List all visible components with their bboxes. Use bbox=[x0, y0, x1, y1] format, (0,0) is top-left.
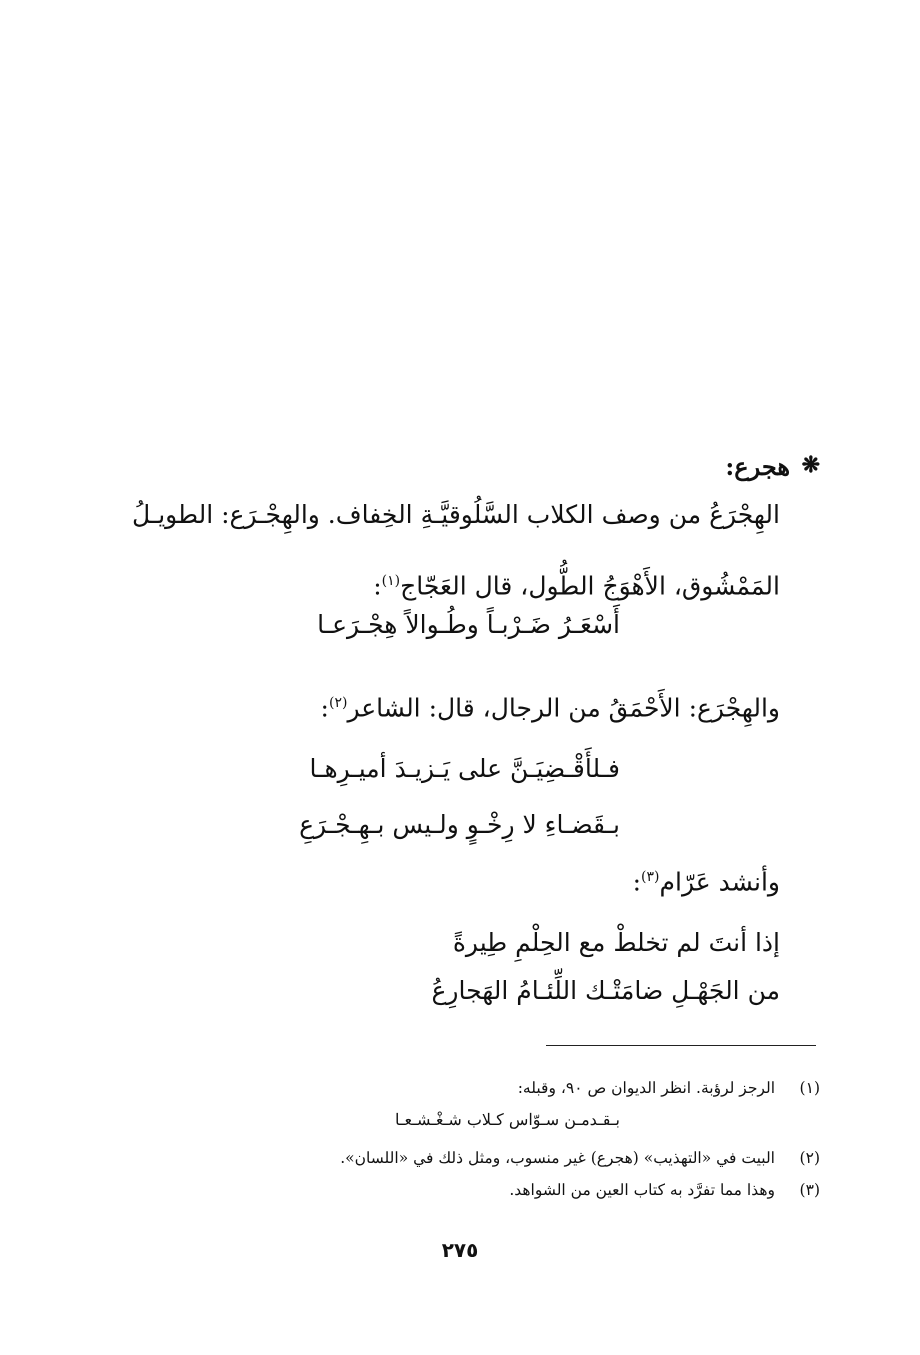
entry-heading: هجرع: bbox=[725, 452, 790, 481]
verse-line-1: أَسْعَـرُ ضَـرْبـاً وطُـوالاً هِجْـرَعـا bbox=[317, 610, 620, 639]
verse-line-4: إذا أنتَ لم تخلطْ مع الحِلْمِ طِيرةً bbox=[452, 928, 780, 957]
verse-line-3: بـقَضـاءِ لا رِخْـوٍ ولـيس بـهِـجْـرَعِ bbox=[299, 810, 620, 839]
footnote-number: (٣) bbox=[799, 1181, 820, 1199]
colon: : bbox=[373, 571, 382, 601]
body-line-2 bbox=[110, 562, 780, 605]
body-line-4 bbox=[110, 858, 780, 901]
footnote-1 bbox=[100, 1076, 820, 1100]
body-line-2-text: المَمْشُوق، الأَهْوَجُ الطُّول، قال العَجّاج bbox=[400, 571, 780, 601]
footnote-number: (٢) bbox=[799, 1149, 820, 1167]
body-line-1: الهِجْرَعُ من وصف الكلاب السَّلُوقيَّـةِ الخِفاف. والهِجْـرَع: الطويـلُ bbox=[131, 500, 780, 529]
footnote-divider bbox=[546, 1045, 816, 1046]
verse-line-5: من الجَهْـلِ ضامَتْـك اللِّئـامُ الهَجارِعُ bbox=[431, 976, 780, 1005]
footnote-number: (١) bbox=[799, 1079, 820, 1097]
footnote-text: الرجز لرؤبة. انظر الديوان ص ٩٠، وقبله: bbox=[517, 1079, 775, 1097]
body-line-4-text: وأنشد عَرّام bbox=[659, 867, 780, 897]
colon: : bbox=[632, 867, 642, 897]
footnote-ref-2: (٢) bbox=[328, 695, 348, 711]
footnote-ref-3: (٣) bbox=[641, 869, 660, 885]
colon: : bbox=[320, 693, 329, 723]
verse-line-2: فـلأَقْـضِيَـنَّ على يَـزيـدَ أميـرِهـا bbox=[309, 754, 620, 783]
entry-marker-icon: ❋ bbox=[801, 452, 820, 478]
footnote-3 bbox=[100, 1178, 820, 1202]
page-number: ٢٧٥ bbox=[441, 1238, 479, 1262]
body-line-3-text: والهِجْرَع: الأَحْمَقُ من الرجال، قال: الشاعر bbox=[347, 693, 780, 723]
footnote-text: وهذا مما تفرَّد به كتاب العين من الشواهد. bbox=[509, 1181, 775, 1199]
footnote-2 bbox=[100, 1146, 820, 1170]
footnote-1-verse: بـقـدمـن سـوّاس كـلاب شـغْـشـعـا bbox=[394, 1110, 620, 1129]
body-line-3 bbox=[110, 684, 780, 727]
footnote-text: البيت في «التهذيب» (هجرع) غير منسوب، ومثل ذلك في «اللسان». bbox=[340, 1149, 775, 1167]
footnote-ref-1: (١) bbox=[381, 573, 401, 589]
